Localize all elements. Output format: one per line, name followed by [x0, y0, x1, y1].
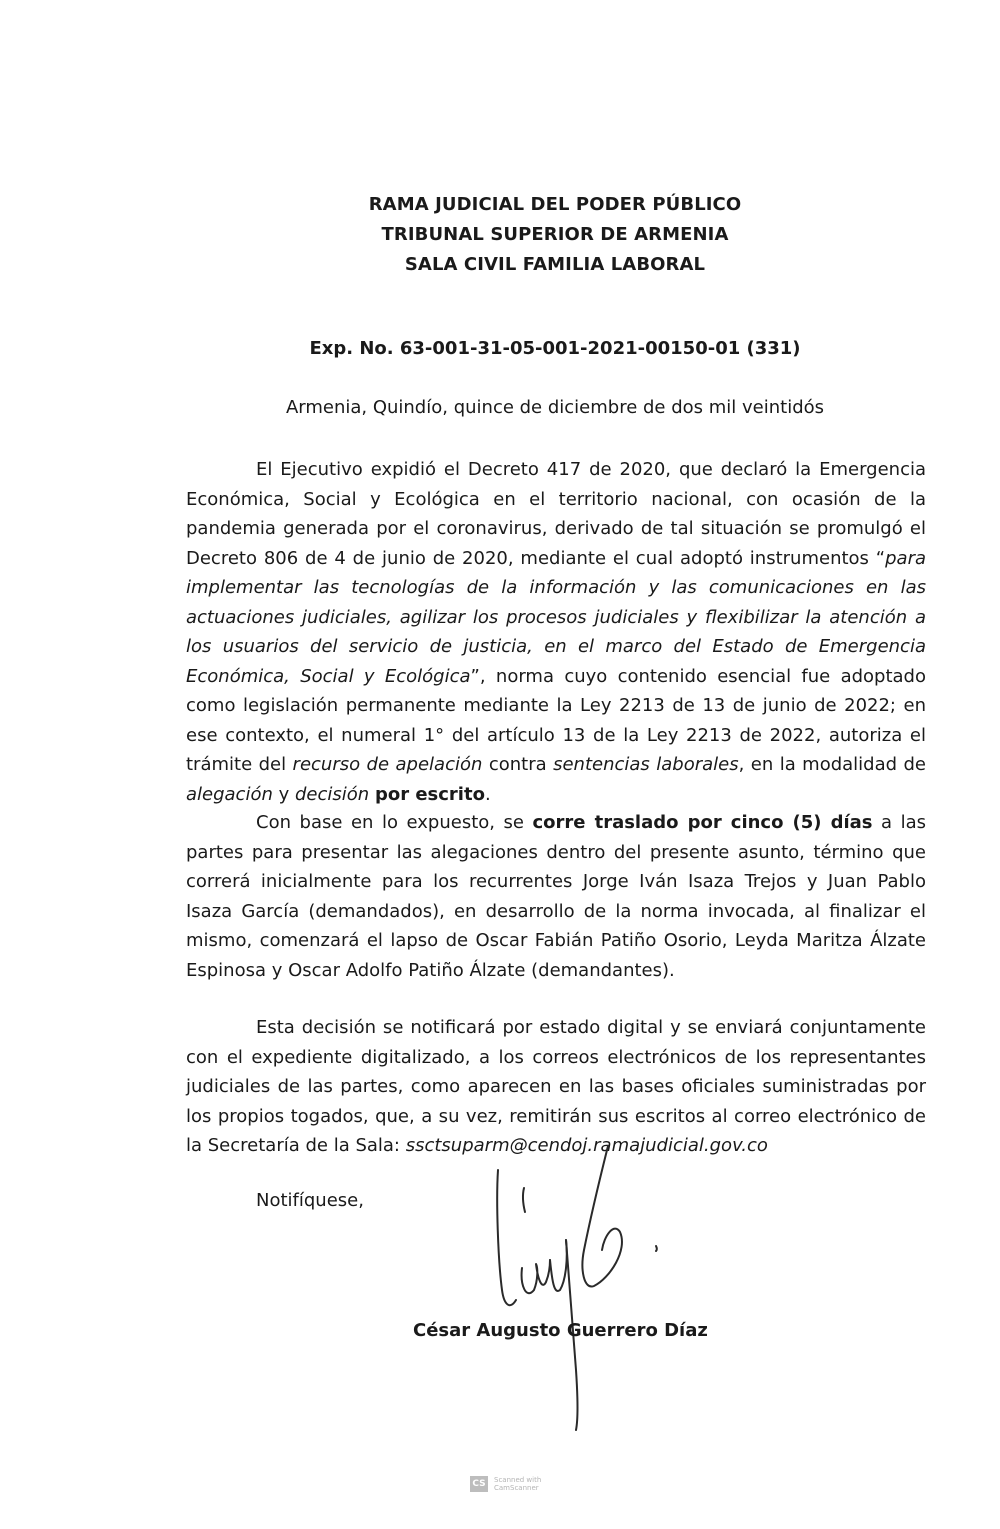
paragraph-3 [186, 1013, 926, 1161]
paragraph-2 [186, 808, 926, 985]
p2-text-1: Con base en lo expuesto, se [256, 812, 533, 833]
paragraph-1 [186, 455, 926, 809]
p1-text-1: El Ejecutivo expidió el Decreto 417 de 2020, que declaró la Emergencia Económica, Social y Ecológica en el territorio nacional, con ocasión de la pandemia generada por el coronavirus, derivado de tal situación se promulgó el Decreto 806 de 4 de junio de 2020, mediante el cual adoptó instrumentos “ [186, 459, 926, 569]
header-line-2: TRIBUNAL SUPERIOR DE ARMENIA [381, 224, 729, 245]
p1-italic-sentencias: sentencias laborales [553, 754, 739, 775]
date-line: Armenia, Quindío, quince de diciembre de dos mil veintidós [285, 397, 825, 418]
header-line-1: RAMA JUDICIAL DEL PODER PÚBLICO [368, 194, 742, 215]
expediente-number: Exp. No. 63-001-31-05-001-2021-00150-01 (331) [309, 338, 801, 359]
p1-italic-recurso: recurso de apelación [292, 754, 483, 775]
watermark-line-1: Scanned with [494, 1476, 542, 1484]
p3-text-1: Esta decisión se notificará por estado digital y se enviará conjuntamente con el expediente digitalizado, a los correos electrónicos de los representantes judiciales de las partes, como aparecen en las bases oficiales suministradas por los propios togados, que, a su vez, remitirán sus escritos al correo electrónico de la Secretaría de la Sala: [186, 1017, 926, 1156]
handwritten-signature [480, 1140, 680, 1440]
watermark-line-2: CamScanner [494, 1484, 539, 1492]
p2-bold-traslado: corre traslado por cinco (5) días [532, 812, 873, 833]
p1-italic-decision: decisión [295, 783, 370, 805]
p1-text-4: , en la modalidad de [738, 754, 927, 775]
p1-text-5: y [272, 783, 295, 805]
document-header [0, 190, 1000, 280]
p1-quote: para implementar las tecnologías de la información y las comunicaciones en las actuaciones judiciales, agilizar los procesos judiciales y flexibilizar la atención a los usuarios del servicio de justicia, en el marco del Estado de Emergencia Económica, Social y Ecológica [186, 547, 926, 687]
p1-text-3: contra [482, 754, 554, 775]
signer-name: César Augusto Guerrero Díaz [413, 1320, 708, 1341]
p1-italic-alegacion: alegación [186, 783, 273, 805]
secretaria-email: ssctsuparm@cendoj.ramajudicial.gov.co [405, 1135, 768, 1156]
scanner-watermark [470, 1476, 541, 1492]
p1-text-2: ”, norma cuyo contenido esencial fue adoptado como legislación permanente mediante la Ley 2213 de 13 de junio de 2022; en ese contexto, el numeral 1° del artículo 13 de la Ley 2213 de 2022, autoriza el trámite del [186, 665, 926, 775]
p1-text-7: . [484, 783, 491, 805]
p2-text-2: a las partes para presentar las alegaciones dentro del presente asunto, término que correrá inicialmente para los recurrentes Jorge Iván Isaza Trejos y Juan Pablo Isaza García (demandados), en desarrollo de la norma invocada, al finalizar el mismo, comenzará el lapso de Oscar Fabián Patiño Osorio, Leyda Maritza Álzate Espinosa y Oscar Adolfo Patiño Álzate (demandantes). [186, 812, 926, 981]
watermark-text [494, 1476, 541, 1492]
header-line-3: SALA CIVIL FAMILIA LABORAL [404, 254, 706, 275]
closing-notifiquese: Notifíquese, [256, 1190, 364, 1211]
camscanner-logo-icon: CS [470, 1476, 488, 1492]
p1-bold-por-escrito: por escrito [374, 783, 485, 805]
